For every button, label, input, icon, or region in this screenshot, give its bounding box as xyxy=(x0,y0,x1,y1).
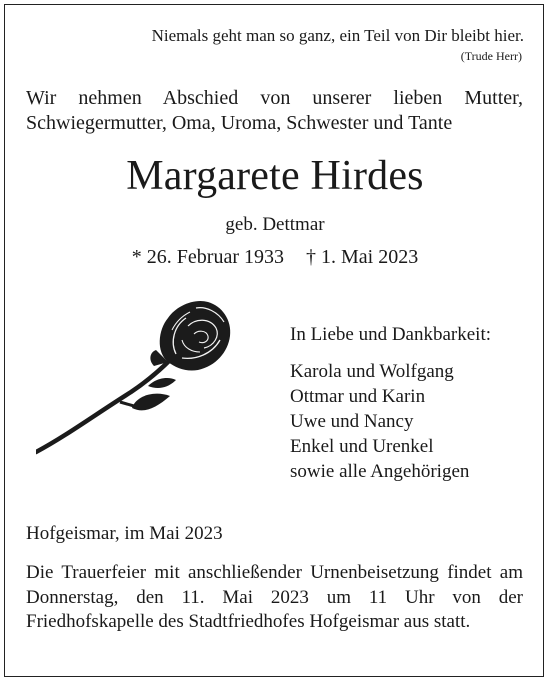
place-date: Hofgeismar, im Mai 2023 xyxy=(26,523,223,544)
intro-line-2: Schwiegermutter, Oma, Uroma, Schwester und Tante xyxy=(26,112,453,134)
service-details: Die Trauerfeier mit anschließender Urnenbeisetzung findet am Donnerstag, den 11. Mai 2023 um 11 Uhr von der Friedhofskapelle des Stadtfriedhofes Hofgeismar aus statt. xyxy=(26,562,523,632)
intro-line-1: Wir nehmen Abschied von unserer lieben Mutter, xyxy=(26,87,523,109)
birth-date: * 26. Februar 1933 xyxy=(131,246,284,268)
motto-source: (Trude Herr) xyxy=(460,49,522,63)
mourners-block xyxy=(290,322,491,484)
maiden-name: geb. Dettmar xyxy=(225,214,325,235)
mourner-name: Karola und Wolfgang xyxy=(290,361,454,382)
life-dates xyxy=(0,246,550,269)
mourner-name: Uwe und Nancy xyxy=(290,411,414,432)
intro-text xyxy=(26,86,523,136)
death-date: † 1. Mai 2023 xyxy=(305,246,419,268)
mourners-list xyxy=(290,359,491,484)
mourners-heading: In Liebe und Dankbarkeit: xyxy=(290,324,492,345)
motto-quote: Niemals geht man so ganz, ein Teil von Dir bleibt hier. xyxy=(151,26,524,45)
deceased-name: Margarete Hirdes xyxy=(126,153,424,199)
mourner-name: sowie alle Angehörigen xyxy=(290,461,470,482)
mourner-name: Enkel und Urenkel xyxy=(290,436,434,457)
mourner-name: Ottmar und Karin xyxy=(290,386,426,407)
rose-icon xyxy=(36,296,236,458)
